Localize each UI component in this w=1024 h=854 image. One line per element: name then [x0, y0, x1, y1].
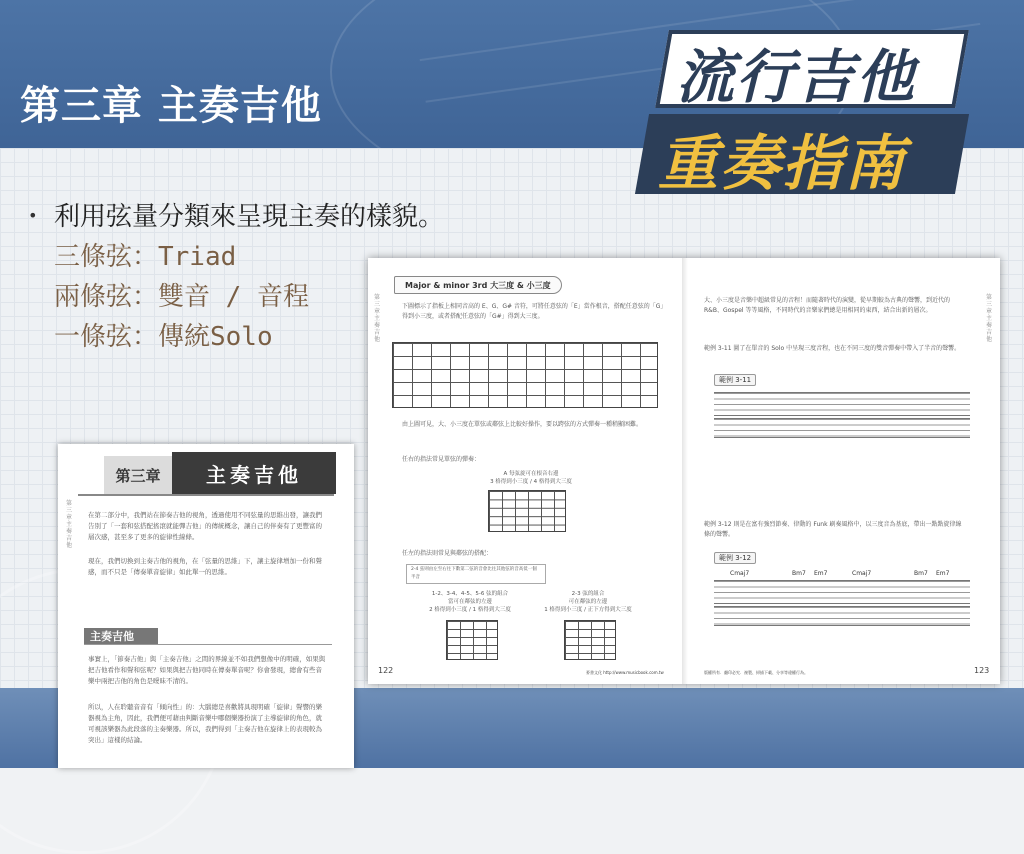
side-tab: 第三章 主奏吉他 [373, 294, 380, 343]
chord-symbol: Bm7 [792, 570, 806, 577]
paragraph: 大、小三度是音樂中超級常見的音程！而隨著時代的演變，從早期較為古典的聲響，到近代的 R&B、Gospel 等等風格，不同時代的音樂家們總是用相同的東西，結合出新的層次。 [704, 297, 951, 314]
bullet-sub-item: 一條弦：傳統Solo [54, 322, 273, 352]
page-footer: 麥書文化 http://www.musicbook.com.tw [586, 670, 664, 675]
chapter-label: 第三章 [104, 456, 172, 494]
chord-symbol: Cmaj7 [730, 570, 750, 577]
diagram-caption: 2-3 弦的組合 可在鄰弦的左邊 1 格得到小三度 / 正下方得到大三度 [544, 591, 632, 613]
paragraph: 範例 3-12 則是在富有強烈節奏、律動的 Funk 刷奏風格中，以三度音為基底，帶出一點點旋律線條的聲響。 [704, 521, 962, 538]
bullet-main: 利用弦量分類來呈現主奏的樣貌。 [54, 202, 445, 232]
page-number: 122 [378, 666, 394, 675]
bullet-dot-icon: • [28, 206, 38, 225]
chapter-title: 主奏吉他 [172, 452, 336, 494]
page-number: 123 [974, 666, 990, 675]
fretboard-diagram [446, 620, 498, 660]
paragraph: 事實上，「節奏吉他」與「主奏吉他」之間的界線並不如我們想像中的明確，如果與把吉他看作和聲和弦呢？如果與把吉他同時在傳奏單音呢？你會發現，總會有些音樂中兩把吉他的角色是曖昧不清的。 [88, 655, 326, 685]
book-page-left [58, 444, 354, 768]
fretboard-diagram [488, 490, 566, 532]
logo-line-2: 重奏指南 [658, 129, 906, 199]
side-tab: 第三章 主奏吉他 [65, 500, 72, 549]
chord-symbol: Em7 [936, 570, 950, 577]
section-label: Major & minor 3rd 大三度 & 小三度 [394, 276, 562, 294]
paragraph: 所以，人在聆聽音音有「傾向性」的：大腦總是喜歡將具現明確「旋律」聲響的樂器視為主角，因此，我們便可藉由判斷音樂中哪個樂器扮演了主導旋律的角色，就可視該樂器為此段落的主奏樂器。所以，我們得到「主奏吉他在旋律上的表現較為突出」這樣的結論。 [88, 703, 322, 744]
diagram-caption: A 每弦旋可在根音右邊 3 格得到小三度 / 4 格得到大三度 [490, 471, 572, 485]
paragraph: 下圖標示了指板上相同音高的 E、G、G# 音符，可將任意弦的「E」當作根音，搭配任意弦的「G」得到小三度，或者搭配任意弦的「G#」得到大三度。 [402, 303, 667, 320]
tab-staff [714, 606, 970, 626]
book-logo [640, 24, 970, 199]
side-tab: 第三章 主奏吉他 [985, 294, 992, 343]
page-gutter [682, 258, 688, 684]
paragraph: 任左的指法則常見與鄰弦的搭配： [402, 550, 493, 557]
music-staff [714, 392, 970, 416]
page-footer: 版權所有．翻印必究．複製、掃描下載、分享等違權行為。 [704, 670, 808, 675]
fretboard-diagram [392, 342, 658, 408]
bullet-sub-item: 兩條弦：雙音 / 音程 [54, 282, 309, 312]
paragraph: 現在，我們切換到主奏吉他的視角，在「弦量的思維」下，讓主旋律增加一份和聲感，而不只是「傳奏單音旋律」如此單一的思維。 [88, 557, 322, 576]
section-divider [84, 644, 332, 645]
slide-title: 第三章 主奏吉他 [20, 83, 322, 129]
section-heading: 主奏吉他 [84, 628, 158, 644]
bullet-sub-item: 三條弦：Triad [54, 242, 237, 272]
paragraph: 任右的指法常見單弦的彈奏： [402, 456, 481, 463]
fretboard-diagram [564, 620, 616, 660]
music-staff [714, 580, 970, 604]
diagram-caption: 1-2、3-4、4-5、5-6 弦的組合 當可在鄰弦的左邊 2 格得到小三度 / 1 格得到大三度 [429, 591, 511, 613]
chord-symbol: Em7 [814, 570, 828, 577]
note-box: 2-4 弦則由左至右往下數第二弦的音會比往其他弦的音高低一個半音 [406, 564, 546, 584]
paragraph: 範例 3-11 圖了在單音的 Solo 中呈現三度音程，也在不同三度的雙音彈奏中帶入了半音的聲響。 [704, 345, 961, 352]
example-label: 範例 3-12 [714, 552, 756, 564]
chapter-divider [78, 494, 334, 496]
paragraph: 在第二部分中，我們站在節奏吉他的視角，透過使用不同弦量的思維出發，讓我們告別了「一套和弦搭配搖滾就能彈吉他」的傳統概念，讓自己的伴奏有了更豐富的層次感，甚至多了更多的旋律性線條。 [88, 511, 322, 541]
chord-symbol: Cmaj7 [852, 570, 872, 577]
tab-staff [714, 418, 970, 438]
book-page-spread [368, 258, 1000, 684]
logo-line-1: 流行吉他 [676, 43, 917, 111]
example-label: 範例 3-11 [714, 374, 756, 386]
chord-symbol: Bm7 [914, 570, 928, 577]
paragraph: 由上圖可見，大、小三度在單弦或鄰弦上比較好操作，要以跨弦的方式彈奏一種稍顯困難。 [402, 421, 643, 428]
